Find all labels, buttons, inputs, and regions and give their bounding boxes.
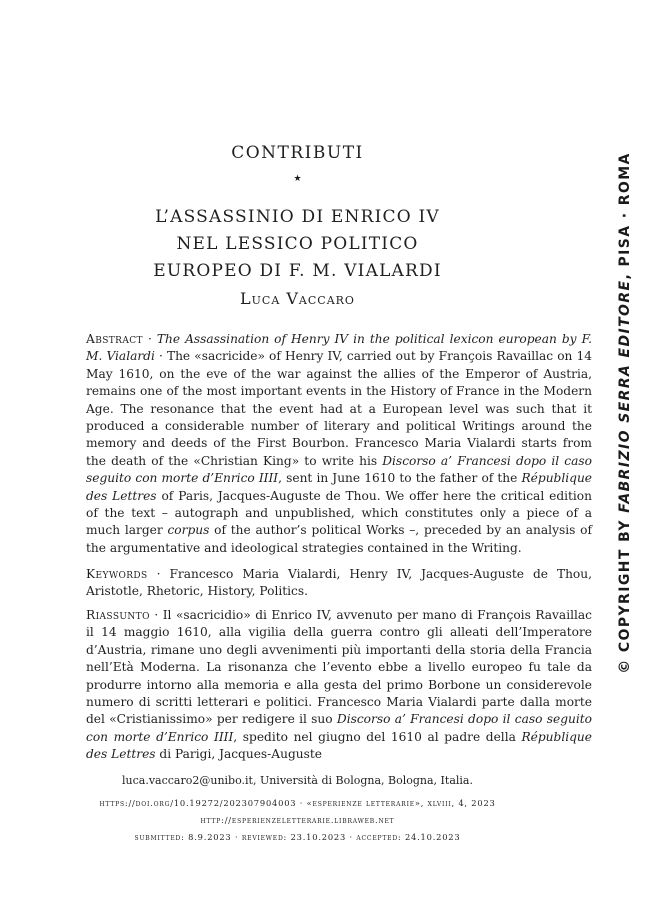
abstract-republique: République des Lettres: [86, 471, 593, 503]
copyright-notice: [617, 152, 633, 674]
title-line-1: L’ASSASSINIO DI ENRICO IV: [155, 207, 440, 227]
copyright-suffix: , PISA · ROMA: [617, 152, 633, 280]
journal-url: http://esperienzeletterarie.libraweb.net: [200, 815, 395, 825]
title-line-2: NEL LESSICO POLITICO: [176, 234, 419, 254]
keywords-label: Keywords: [86, 567, 148, 581]
doi-line: https://doi.org/10.19272/202307904003 · «esperienze letterarie», xlviii, 4, 2023: [99, 798, 496, 808]
riassunto-republique: République des Lettres: [86, 729, 592, 762]
keywords-text: Francesco Maria Vialardi, Henry IV, Jacques-Auguste de Thou, Aristotle, Rhetoric, History, Politics.: [86, 567, 592, 599]
riassunto-label: Riassunto: [86, 608, 150, 622]
title-line-3: EUROPEO DI F. M. VIALARDI: [153, 261, 442, 281]
abstract-label: Abstract: [86, 332, 143, 346]
abstract-separator-2: ·: [154, 349, 167, 364]
keywords-separator: ·: [147, 567, 170, 581]
riassunto-text-1: Il «sacricidio» di Enrico IV, avvenuto per mano di François Ravaillac il 14 maggio 1610, alla vigilia della guerra contro gli alleati dell’Imperatore d’Austria, rimane uno degli avvenimenti più importanti della storia della Francia nell’Età Moderna. La risonanza che l’evento ebbe a livello europeo fu tale da produrre intorno alla memoria e alla gesta del primo Borbone un considerevole numero di scritti letterari e politici. Francesco Maria Vialardi parte dalla morte del «Cristianissimo» per redigere il suo: [86, 608, 592, 727]
copyright-prefix: © COPYRIGHT BY: [617, 512, 633, 674]
article-title: [0, 204, 595, 285]
keywords-paragraph: [86, 566, 592, 601]
riassunto-text-3: di Parigi, Jacques-Auguste: [155, 747, 322, 762]
abstract-text-1: The «sacricide» of Henry IV, carried out by François Ravaillac on 14 May 1610, on the eve of the war against the allies of the Emperor of Austria, remains one of the most important events in the History of France in the Modern Age. The resonance that the event had at a European level was such that it produced a considerable number of literary and political Writings around the memory and deeds of the First Bourbon. Francesco Maria Vialardi starts from the death of the «Christian King» to write his: [86, 349, 592, 468]
abstract-text-4: of the author’s political Works –, preceded by an analysis of the argumentative and ideological strategies contained in the Writing.: [86, 523, 592, 555]
star-ornament-icon: ★: [293, 174, 302, 184]
riassunto-text-2: , spedito nel giugno del 1610 al padre della: [233, 729, 522, 744]
author-name: Luca Vaccaro: [240, 289, 355, 308]
abstract-corpus: corpus: [167, 523, 210, 538]
review-dates: submitted: 8.9.2023 · reviewed: 23.10.2023 · accepted: 24.10.2023: [134, 832, 461, 842]
riassunto-work-title: Discorso a’ Francesi dopo il caso seguito con morte d’Enrico IIII: [86, 712, 592, 744]
abstract-work-title: Discorso a’ Francesi dopo il caso seguito con morte d’Enrico IIII: [86, 453, 592, 486]
abstract-english-title: The Assassination of Henry IV in the political lexicon european by F. M. Vialardi: [86, 332, 593, 364]
abstract-text-2: , sent in June 1610 to the father of the: [278, 471, 522, 486]
copyright-publisher: FABRIZIO SERRA EDITORE: [617, 279, 633, 513]
abstract-separator: ·: [142, 332, 157, 346]
author-affiliation: luca.vaccaro2@unibo.it, Università di Bologna, Bologna, Italia.: [122, 774, 473, 787]
section-heading: CONTRIBUTI: [231, 143, 364, 163]
riassunto-paragraph: [86, 607, 592, 764]
riassunto-separator: ·: [149, 608, 163, 622]
abstract-paragraph: [86, 331, 592, 557]
abstract-text-3: of Paris, Jacques-Auguste de Thou. We offer here the critical edition of the text – autograph and unpublished, which constitutes only a piece of a much larger: [86, 488, 592, 538]
